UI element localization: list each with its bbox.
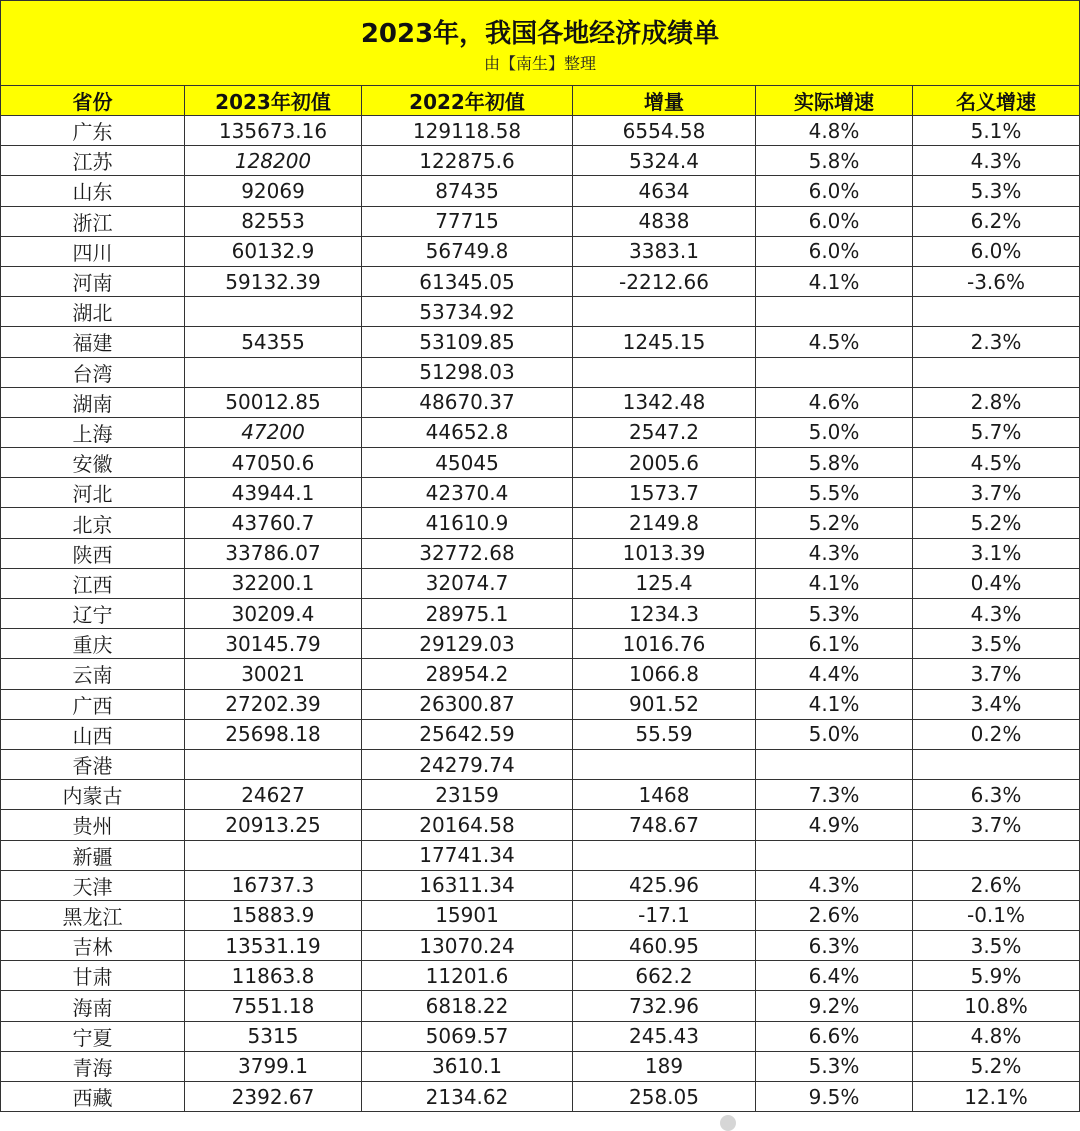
cell-increment: 2149.8 (573, 508, 756, 538)
table-header-row (1, 86, 1080, 116)
cell-real-growth: 6.0% (756, 236, 913, 266)
cell-real-growth: 4.6% (756, 387, 913, 417)
table-row (1, 991, 1080, 1021)
cell-increment (573, 749, 756, 779)
cell-2023-value: 43944.1 (185, 478, 362, 508)
table-row (1, 659, 1080, 689)
cell-2022-value: 87435 (362, 176, 573, 206)
cell-real-growth: 5.0% (756, 417, 913, 447)
cell-2023-value: 50012.85 (185, 387, 362, 417)
table-row (1, 1021, 1080, 1051)
cell-nominal-growth: 5.3% (913, 176, 1080, 206)
cell-province: 重庆 (1, 629, 185, 659)
table-row (1, 870, 1080, 900)
table-row (1, 538, 1080, 568)
table-row (1, 1082, 1080, 1112)
cell-nominal-growth: 6.3% (913, 780, 1080, 810)
cell-nominal-growth: 3.7% (913, 659, 1080, 689)
cell-increment: 189 (573, 1051, 756, 1081)
cell-2022-value: 45045 (362, 448, 573, 478)
cell-2023-value: 30209.4 (185, 599, 362, 629)
cell-2022-value: 28975.1 (362, 599, 573, 629)
cell-increment: 1066.8 (573, 659, 756, 689)
cell-2023-value: 25698.18 (185, 719, 362, 749)
cell-province: 贵州 (1, 810, 185, 840)
cell-2022-value: 20164.58 (362, 810, 573, 840)
cell-nominal-growth (913, 840, 1080, 870)
cell-2022-value: 25642.59 (362, 719, 573, 749)
cell-real-growth: 5.8% (756, 146, 913, 176)
header-increment: 增量 (573, 86, 756, 116)
cell-real-growth: 6.6% (756, 1021, 913, 1051)
watermark (720, 1112, 744, 1131)
cell-increment: 1013.39 (573, 538, 756, 568)
cell-2022-value: 41610.9 (362, 508, 573, 538)
cell-province: 山东 (1, 176, 185, 206)
cell-2022-value: 29129.03 (362, 629, 573, 659)
cell-nominal-growth: 3.4% (913, 689, 1080, 719)
cell-2022-value: 53734.92 (362, 297, 573, 327)
cell-nominal-growth: 4.3% (913, 599, 1080, 629)
cell-nominal-growth: 12.1% (913, 1082, 1080, 1112)
cell-increment: 460.95 (573, 931, 756, 961)
cell-2022-value: 53109.85 (362, 327, 573, 357)
cell-2022-value: 56749.8 (362, 236, 573, 266)
cell-2022-value: 3610.1 (362, 1051, 573, 1081)
table-row (1, 116, 1080, 146)
cell-2023-value: 47050.6 (185, 448, 362, 478)
cell-increment: 125.4 (573, 568, 756, 598)
cell-2023-value: 54355 (185, 327, 362, 357)
cell-2022-value: 2134.62 (362, 1082, 573, 1112)
cell-increment: 662.2 (573, 961, 756, 991)
cell-nominal-growth: 2.3% (913, 327, 1080, 357)
cell-2023-value: 24627 (185, 780, 362, 810)
cell-increment: 1468 (573, 780, 756, 810)
cell-nominal-growth: 3.5% (913, 629, 1080, 659)
cell-nominal-growth: 5.2% (913, 1051, 1080, 1081)
table-row (1, 176, 1080, 206)
table-row (1, 206, 1080, 236)
cell-real-growth (756, 297, 913, 327)
cell-province: 湖北 (1, 297, 185, 327)
cell-increment: 1245.15 (573, 327, 756, 357)
cell-real-growth: 6.3% (756, 931, 913, 961)
cell-province: 黑龙江 (1, 900, 185, 930)
table-row (1, 387, 1080, 417)
cell-increment: 4838 (573, 206, 756, 236)
cell-2022-value: 28954.2 (362, 659, 573, 689)
cell-2022-value: 15901 (362, 900, 573, 930)
cell-increment (573, 840, 756, 870)
cell-province: 海南 (1, 991, 185, 1021)
header-province: 省份 (1, 86, 185, 116)
cell-province: 陕西 (1, 538, 185, 568)
table-row (1, 146, 1080, 176)
table-row (1, 749, 1080, 779)
cell-2022-value: 32074.7 (362, 568, 573, 598)
cell-real-growth: 4.1% (756, 689, 913, 719)
cell-nominal-growth: 5.2% (913, 508, 1080, 538)
table-row (1, 478, 1080, 508)
cell-nominal-growth: -3.6% (913, 266, 1080, 296)
table-row (1, 689, 1080, 719)
cell-2023-value: 59132.39 (185, 266, 362, 296)
cell-nominal-growth: 6.0% (913, 236, 1080, 266)
cell-2022-value: 42370.4 (362, 478, 573, 508)
page-title: 2023年，我国各地经济成绩单 (360, 19, 720, 49)
cell-increment: 1016.76 (573, 629, 756, 659)
table-row (1, 810, 1080, 840)
cell-real-growth: 9.2% (756, 991, 913, 1021)
table-row (1, 900, 1080, 930)
cell-nominal-growth (913, 297, 1080, 327)
cell-province: 云南 (1, 659, 185, 689)
cell-province: 广西 (1, 689, 185, 719)
table-row (1, 417, 1080, 447)
cell-province: 山西 (1, 719, 185, 749)
cell-real-growth: 4.1% (756, 568, 913, 598)
cell-real-growth: 5.5% (756, 478, 913, 508)
table-row (1, 931, 1080, 961)
cell-province: 湖南 (1, 387, 185, 417)
cell-2023-value: 33786.07 (185, 538, 362, 568)
cell-2023-value: 11863.8 (185, 961, 362, 991)
cell-increment: 748.67 (573, 810, 756, 840)
cell-increment: 1234.3 (573, 599, 756, 629)
cell-province: 青海 (1, 1051, 185, 1081)
cell-increment: 4634 (573, 176, 756, 206)
cell-2023-value: 2392.67 (185, 1082, 362, 1112)
cell-2022-value: 23159 (362, 780, 573, 810)
cell-increment: -17.1 (573, 900, 756, 930)
cell-increment: 258.05 (573, 1082, 756, 1112)
cell-nominal-growth: 10.8% (913, 991, 1080, 1021)
cell-province: 北京 (1, 508, 185, 538)
cell-province: 四川 (1, 236, 185, 266)
cell-2022-value: 61345.05 (362, 266, 573, 296)
cell-province: 辽宁 (1, 599, 185, 629)
cell-real-growth: 4.9% (756, 810, 913, 840)
cell-real-growth: 5.3% (756, 599, 913, 629)
cell-2022-value: 129118.58 (362, 116, 573, 146)
table-row (1, 599, 1080, 629)
cell-nominal-growth (913, 357, 1080, 387)
cell-2022-value: 17741.34 (362, 840, 573, 870)
cell-2023-value: 135673.16 (185, 116, 362, 146)
cell-province: 天津 (1, 870, 185, 900)
cell-province: 上海 (1, 417, 185, 447)
gdp-table (0, 85, 1080, 1112)
cell-province: 江西 (1, 568, 185, 598)
cell-nominal-growth: 4.3% (913, 146, 1080, 176)
cell-increment (573, 357, 756, 387)
cell-province: 河北 (1, 478, 185, 508)
cell-real-growth: 5.2% (756, 508, 913, 538)
cell-increment: 3383.1 (573, 236, 756, 266)
header-real-growth: 实际增速 (756, 86, 913, 116)
cell-increment: 5324.4 (573, 146, 756, 176)
cell-real-growth: 2.6% (756, 900, 913, 930)
cell-real-growth: 4.8% (756, 116, 913, 146)
cell-2022-value: 48670.37 (362, 387, 573, 417)
cell-real-growth (756, 749, 913, 779)
table-row (1, 266, 1080, 296)
cell-real-growth: 4.5% (756, 327, 913, 357)
cell-increment (573, 297, 756, 327)
table-row (1, 1051, 1080, 1081)
table-row (1, 448, 1080, 478)
cell-real-growth: 7.3% (756, 780, 913, 810)
cell-province: 台湾 (1, 357, 185, 387)
cell-2023-value: 60132.9 (185, 236, 362, 266)
cell-province: 内蒙古 (1, 780, 185, 810)
cell-2023-value: 47200 (185, 417, 362, 447)
cell-real-growth: 6.0% (756, 176, 913, 206)
cell-real-growth: 6.1% (756, 629, 913, 659)
cell-2023-value: 82553 (185, 206, 362, 236)
header-2023-value: 2023年初值 (185, 86, 362, 116)
table-body (1, 116, 1080, 1112)
table-row (1, 719, 1080, 749)
cell-2023-value: 15883.9 (185, 900, 362, 930)
cell-2022-value: 77715 (362, 206, 573, 236)
cell-nominal-growth: 3.1% (913, 538, 1080, 568)
cell-nominal-growth: 4.8% (913, 1021, 1080, 1051)
cell-2023-value: 16737.3 (185, 870, 362, 900)
cell-real-growth: 6.4% (756, 961, 913, 991)
cell-real-growth: 9.5% (756, 1082, 913, 1112)
cell-province: 宁夏 (1, 1021, 185, 1051)
cell-2023-value: 3799.1 (185, 1051, 362, 1081)
table-row (1, 236, 1080, 266)
cell-nominal-growth: 6.2% (913, 206, 1080, 236)
cell-nominal-growth: 5.1% (913, 116, 1080, 146)
cell-2022-value: 11201.6 (362, 961, 573, 991)
table-row (1, 327, 1080, 357)
cell-real-growth: 6.0% (756, 206, 913, 236)
cell-2023-value: 30021 (185, 659, 362, 689)
cell-real-growth: 4.3% (756, 538, 913, 568)
table-row (1, 357, 1080, 387)
cell-real-growth: 4.3% (756, 870, 913, 900)
cell-nominal-growth: 4.5% (913, 448, 1080, 478)
cell-province: 福建 (1, 327, 185, 357)
cell-2022-value: 26300.87 (362, 689, 573, 719)
cell-province: 甘肃 (1, 961, 185, 991)
cell-real-growth (756, 357, 913, 387)
cell-increment: 1573.7 (573, 478, 756, 508)
table-row (1, 780, 1080, 810)
cell-nominal-growth: 5.9% (913, 961, 1080, 991)
cell-real-growth: 4.4% (756, 659, 913, 689)
cell-nominal-growth: 3.7% (913, 478, 1080, 508)
cell-increment: 245.43 (573, 1021, 756, 1051)
cell-increment: -2212.66 (573, 266, 756, 296)
cell-province: 安徽 (1, 448, 185, 478)
cell-increment: 2547.2 (573, 417, 756, 447)
cell-real-growth: 5.0% (756, 719, 913, 749)
cell-nominal-growth: 3.7% (913, 810, 1080, 840)
cell-nominal-growth: 3.5% (913, 931, 1080, 961)
cell-2023-value (185, 749, 362, 779)
cell-nominal-growth: 2.8% (913, 387, 1080, 417)
cell-2023-value: 13531.19 (185, 931, 362, 961)
table-row (1, 629, 1080, 659)
cell-nominal-growth: -0.1% (913, 900, 1080, 930)
cell-2023-value (185, 357, 362, 387)
cell-nominal-growth: 2.6% (913, 870, 1080, 900)
cell-2023-value: 43760.7 (185, 508, 362, 538)
table-row (1, 297, 1080, 327)
cell-2023-value: 30145.79 (185, 629, 362, 659)
cell-province: 吉林 (1, 931, 185, 961)
cell-2022-value: 5069.57 (362, 1021, 573, 1051)
cell-2022-value: 44652.8 (362, 417, 573, 447)
cell-nominal-growth (913, 749, 1080, 779)
cell-2023-value: 92069 (185, 176, 362, 206)
cell-2022-value: 32772.68 (362, 538, 573, 568)
cell-province: 西藏 (1, 1082, 185, 1112)
cell-increment: 6554.58 (573, 116, 756, 146)
cell-2022-value: 13070.24 (362, 931, 573, 961)
table-row (1, 961, 1080, 991)
cell-province: 河南 (1, 266, 185, 296)
cell-real-growth (756, 840, 913, 870)
cell-2022-value: 16311.34 (362, 870, 573, 900)
cell-2023-value: 128200 (185, 146, 362, 176)
cell-2022-value: 24279.74 (362, 749, 573, 779)
cell-province: 江苏 (1, 146, 185, 176)
cell-real-growth: 4.1% (756, 266, 913, 296)
cell-2022-value: 122875.6 (362, 146, 573, 176)
cell-province: 新疆 (1, 840, 185, 870)
cell-2023-value (185, 297, 362, 327)
cell-increment: 2005.6 (573, 448, 756, 478)
title-banner (0, 0, 1080, 86)
cell-2023-value: 7551.18 (185, 991, 362, 1021)
cell-increment: 732.96 (573, 991, 756, 1021)
cell-2023-value: 5315 (185, 1021, 362, 1051)
cell-2022-value: 6818.22 (362, 991, 573, 1021)
table-row (1, 840, 1080, 870)
cell-2023-value: 32200.1 (185, 568, 362, 598)
cell-province: 广东 (1, 116, 185, 146)
cell-nominal-growth: 5.7% (913, 417, 1080, 447)
cell-real-growth: 5.3% (756, 1051, 913, 1081)
cell-real-growth: 5.8% (756, 448, 913, 478)
cell-2023-value: 20913.25 (185, 810, 362, 840)
cell-province: 浙江 (1, 206, 185, 236)
cell-2022-value: 51298.03 (362, 357, 573, 387)
cell-nominal-growth: 0.2% (913, 719, 1080, 749)
table-row (1, 568, 1080, 598)
cell-2023-value: 27202.39 (185, 689, 362, 719)
header-nominal-growth: 名义增速 (913, 86, 1080, 116)
page-subtitle: 由【南生】整理 (483, 54, 596, 73)
cell-increment: 1342.48 (573, 387, 756, 417)
table-row (1, 508, 1080, 538)
cell-increment: 425.96 (573, 870, 756, 900)
cell-province: 香港 (1, 749, 185, 779)
cell-increment: 55.59 (573, 719, 756, 749)
cell-2023-value (185, 840, 362, 870)
cell-nominal-growth: 0.4% (913, 568, 1080, 598)
cell-increment: 901.52 (573, 689, 756, 719)
header-2022-value: 2022年初值 (362, 86, 573, 116)
